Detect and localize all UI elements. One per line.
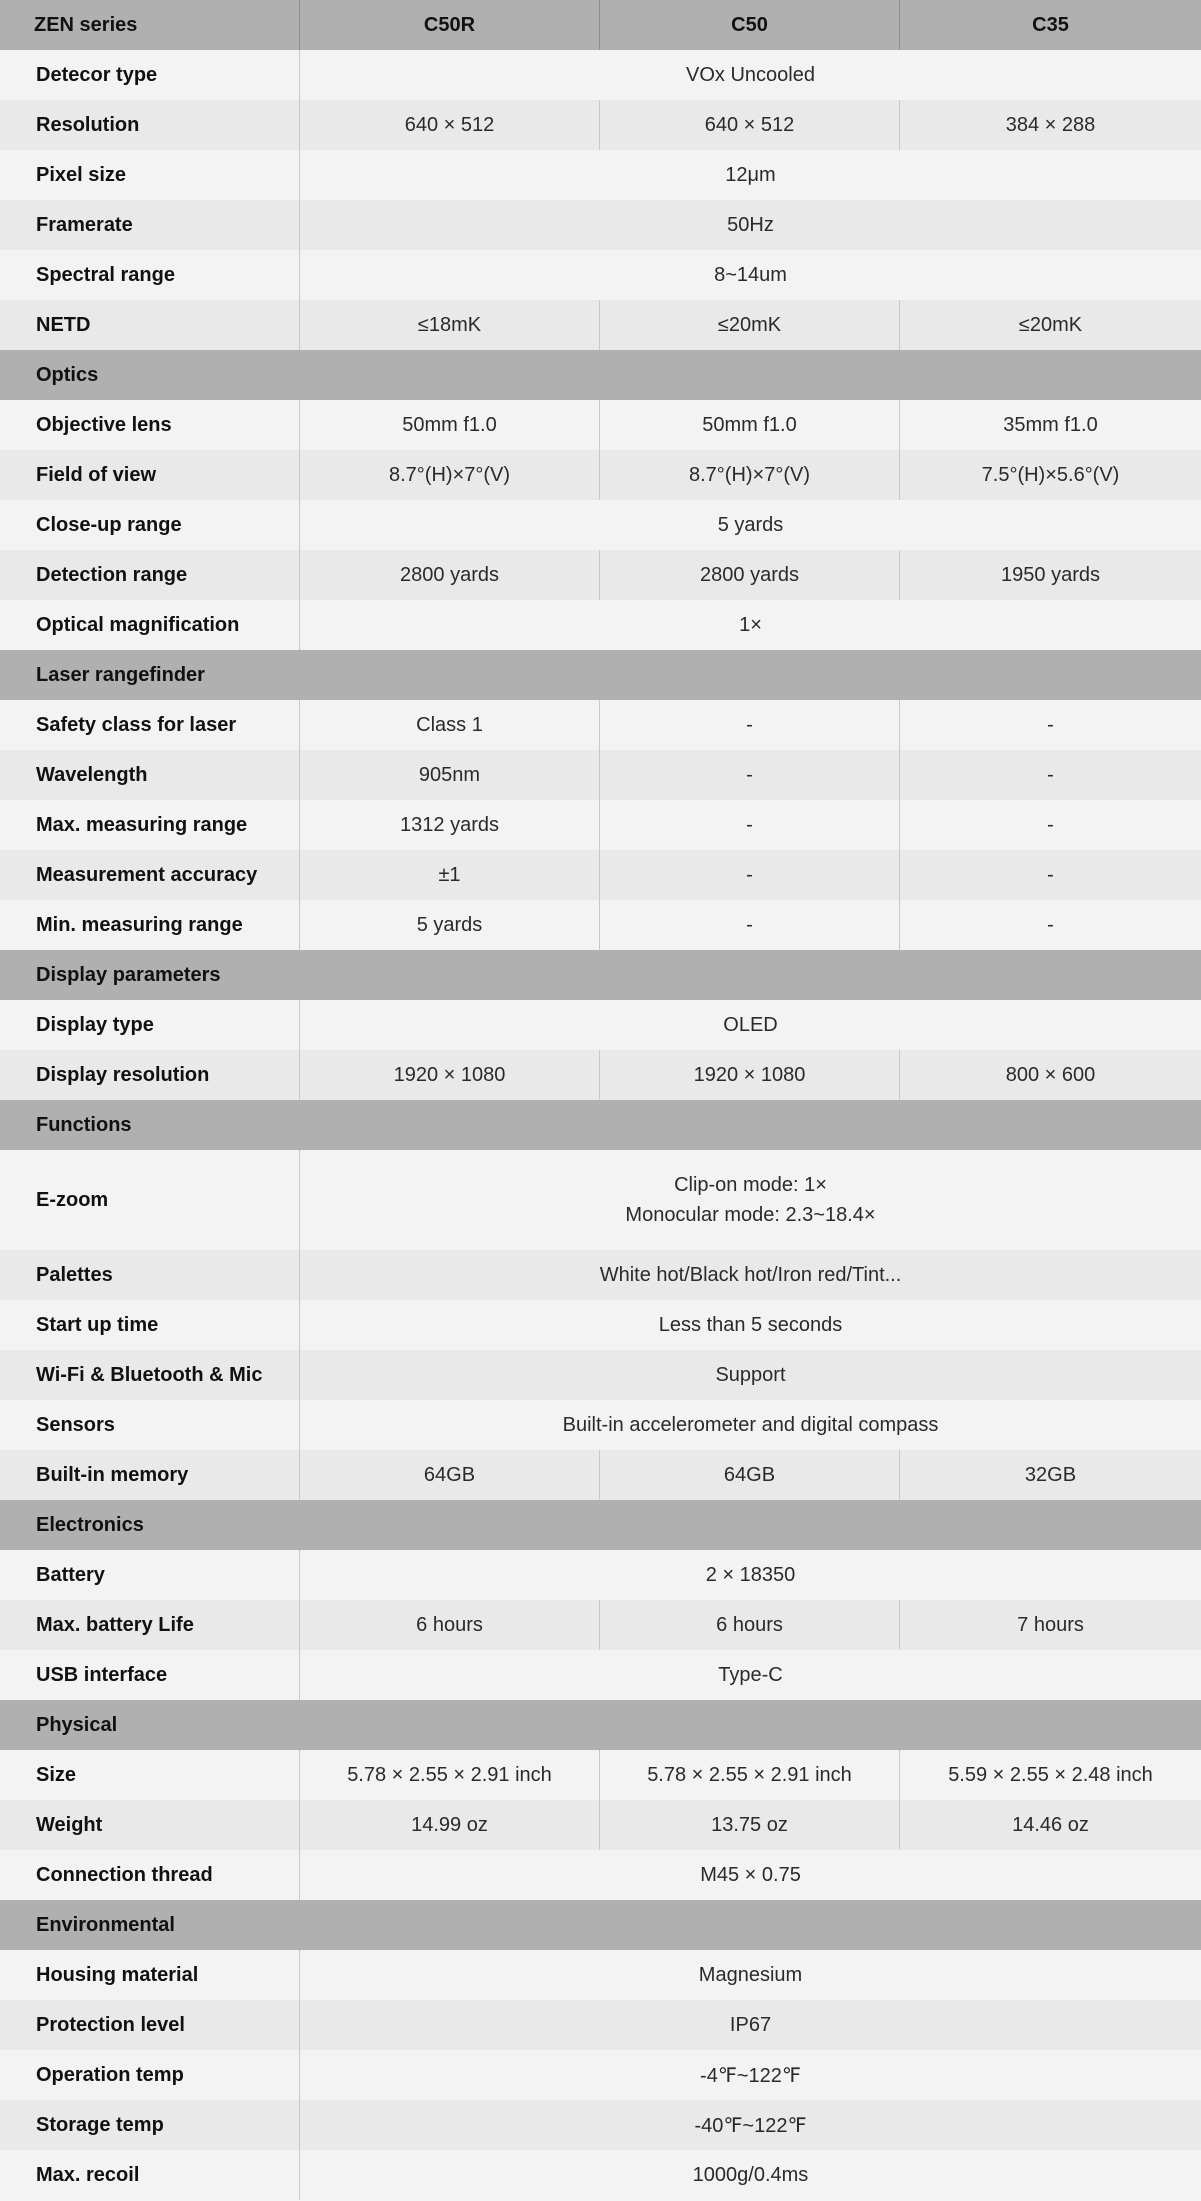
series-header: ZEN series bbox=[0, 0, 300, 50]
row-value: 5.78 × 2.55 × 2.91 inch bbox=[300, 1750, 600, 1800]
row-label: Objective lens bbox=[0, 400, 300, 450]
row-label: Measurement accuracy bbox=[0, 850, 300, 900]
row-label: Palettes bbox=[0, 1250, 300, 1300]
row-value: Less than 5 seconds bbox=[658, 1313, 843, 1336]
row-label: Field of view bbox=[0, 450, 300, 500]
row-label: Storage temp bbox=[0, 2100, 300, 2150]
row-value bbox=[300, 1150, 1201, 1250]
table-row bbox=[0, 1650, 1201, 1700]
row-value: VOx Uncooled bbox=[686, 63, 815, 86]
row-label: Resolution bbox=[0, 100, 300, 150]
table-row bbox=[0, 2000, 1201, 2050]
row-label: Wavelength bbox=[0, 750, 300, 800]
row-label: Display type bbox=[0, 1000, 300, 1050]
row-value: 5 yards bbox=[717, 513, 784, 536]
table-row bbox=[0, 900, 1201, 950]
row-label: Safety class for laser bbox=[0, 700, 300, 750]
row-value: - bbox=[1047, 813, 1054, 836]
table-row bbox=[0, 1450, 1201, 1500]
section-title: Functions bbox=[36, 1113, 132, 1136]
section-title: Environmental bbox=[36, 1913, 175, 1936]
table-row bbox=[0, 550, 1201, 600]
section-title: Electronics bbox=[36, 1513, 144, 1536]
row-label: Size bbox=[0, 1750, 300, 1800]
row-value: 8.7°(H)×7°(V) bbox=[300, 450, 600, 500]
row-value: 800 × 600 bbox=[1005, 1063, 1096, 1086]
row-value: 12μm bbox=[725, 163, 776, 186]
section-header-electronics bbox=[0, 1500, 1201, 1550]
section-title: Laser rangefinder bbox=[36, 663, 205, 686]
row-value: 2800 yards bbox=[600, 550, 900, 600]
row-value: 50Hz bbox=[727, 213, 774, 236]
row-value: 64GB bbox=[300, 1450, 600, 1500]
row-value: - bbox=[600, 700, 900, 750]
row-label: Close-up range bbox=[0, 500, 300, 550]
row-value: 5.78 × 2.55 × 2.91 inch bbox=[600, 1750, 900, 1800]
row-value: Built-in accelerometer and digital compass bbox=[562, 1413, 939, 1436]
row-label: Spectral range bbox=[0, 250, 300, 300]
table-row bbox=[0, 1300, 1201, 1350]
row-value: 905nm bbox=[300, 750, 600, 800]
row-label: Start up time bbox=[0, 1300, 300, 1350]
row-value: Magnesium bbox=[698, 1963, 803, 1986]
row-value: 2 × 18350 bbox=[705, 1563, 796, 1586]
section-title: Optics bbox=[36, 363, 99, 386]
row-value: 14.99 oz bbox=[300, 1800, 600, 1850]
row-label: Detecor type bbox=[0, 50, 300, 100]
row-value: - bbox=[600, 850, 900, 900]
table-row bbox=[0, 1750, 1201, 1800]
row-label: Max. measuring range bbox=[0, 800, 300, 850]
row-value: 50mm f1.0 bbox=[300, 400, 600, 450]
e-zoom-clip-on: Clip-on mode: 1× bbox=[674, 1174, 827, 1196]
table-header-row bbox=[0, 0, 1201, 50]
table-row bbox=[0, 300, 1201, 350]
row-value: - bbox=[600, 800, 900, 850]
table-row bbox=[0, 2100, 1201, 2150]
row-label: Optical magnification bbox=[0, 600, 300, 650]
row-value: 50mm f1.0 bbox=[600, 400, 900, 450]
table-row bbox=[0, 1850, 1201, 1900]
row-value: - bbox=[1047, 863, 1054, 886]
table-row bbox=[0, 850, 1201, 900]
row-value: 7.5°(H)×5.6°(V) bbox=[981, 463, 1120, 486]
row-value: ≤20mK bbox=[600, 300, 900, 350]
table-row bbox=[0, 1350, 1201, 1400]
row-value: -4℉~122℉ bbox=[700, 2064, 801, 2087]
table-row bbox=[0, 1950, 1201, 2000]
section-header-display-parameters bbox=[0, 950, 1201, 1000]
row-value: - bbox=[600, 750, 900, 800]
row-label: Operation temp bbox=[0, 2050, 300, 2100]
table-row bbox=[0, 800, 1201, 850]
row-value: 640 × 512 bbox=[300, 100, 600, 150]
table-row bbox=[0, 500, 1201, 550]
table-row bbox=[0, 600, 1201, 650]
row-value: 1× bbox=[739, 613, 762, 636]
row-value: White hot/Black hot/Iron red/Tint... bbox=[599, 1263, 902, 1286]
row-value: 35mm f1.0 bbox=[1003, 413, 1098, 436]
row-label: Detection range bbox=[0, 550, 300, 600]
row-value: ≤20mK bbox=[1018, 313, 1083, 336]
row-value: Class 1 bbox=[300, 700, 600, 750]
row-value: 1950 yards bbox=[1001, 563, 1100, 586]
table-row bbox=[0, 100, 1201, 150]
model-header-c50r: C50R bbox=[300, 0, 600, 50]
row-value: 1920 × 1080 bbox=[300, 1050, 600, 1100]
row-value: Support bbox=[715, 1363, 786, 1386]
table-row bbox=[0, 2050, 1201, 2100]
table-row bbox=[0, 2150, 1201, 2200]
section-title: Physical bbox=[36, 1713, 118, 1736]
row-label: Pixel size bbox=[0, 150, 300, 200]
row-label: USB interface bbox=[0, 1650, 300, 1700]
row-value: 8~14um bbox=[714, 263, 787, 286]
table-row bbox=[0, 1250, 1201, 1300]
table-row bbox=[0, 700, 1201, 750]
row-value: OLED bbox=[723, 1013, 778, 1036]
row-value: IP67 bbox=[729, 2013, 772, 2036]
model-header-c35: C35 bbox=[1032, 13, 1069, 36]
row-value: - bbox=[1047, 763, 1054, 786]
row-label: NETD bbox=[0, 300, 300, 350]
row-label: Protection level bbox=[0, 2000, 300, 2050]
row-label: E-zoom bbox=[0, 1150, 300, 1250]
row-value: ≤18mK bbox=[300, 300, 600, 350]
row-value: 5.59 × 2.55 × 2.48 inch bbox=[948, 1763, 1153, 1786]
row-label: Weight bbox=[0, 1800, 300, 1850]
row-label: Battery bbox=[0, 1550, 300, 1600]
row-value: 7 hours bbox=[1017, 1613, 1084, 1636]
table-row bbox=[0, 1600, 1201, 1650]
section-header-functions bbox=[0, 1100, 1201, 1150]
row-label: Framerate bbox=[0, 200, 300, 250]
row-value: - bbox=[1047, 913, 1054, 936]
row-value: 5 yards bbox=[300, 900, 600, 950]
section-header-laser-rangefinder bbox=[0, 650, 1201, 700]
model-header-c50: C50 bbox=[600, 0, 900, 50]
table-row bbox=[0, 400, 1201, 450]
table-row bbox=[0, 1150, 1201, 1250]
row-label: Built-in memory bbox=[0, 1450, 300, 1500]
table-row bbox=[0, 450, 1201, 500]
row-value: 6 hours bbox=[300, 1600, 600, 1650]
row-value: 384 × 288 bbox=[1005, 113, 1096, 136]
row-value: 1920 × 1080 bbox=[600, 1050, 900, 1100]
row-value: 64GB bbox=[600, 1450, 900, 1500]
table-row bbox=[0, 1400, 1201, 1450]
table-row bbox=[0, 200, 1201, 250]
e-zoom-monocular: Monocular mode: 2.3~18.4× bbox=[625, 1204, 876, 1226]
table-row bbox=[0, 1050, 1201, 1100]
row-label: Display resolution bbox=[0, 1050, 300, 1100]
row-value: 13.75 oz bbox=[600, 1800, 900, 1850]
section-header-environmental bbox=[0, 1900, 1201, 1950]
row-label: Housing material bbox=[0, 1950, 300, 2000]
row-value: 640 × 512 bbox=[600, 100, 900, 150]
row-label: Max. recoil bbox=[0, 2150, 300, 2200]
row-label: Wi-Fi & Bluetooth & Mic bbox=[0, 1350, 300, 1400]
section-header-optics bbox=[0, 350, 1201, 400]
table-row bbox=[0, 250, 1201, 300]
row-value: 14.46 oz bbox=[1012, 1813, 1089, 1836]
table-row bbox=[0, 750, 1201, 800]
row-value: 2800 yards bbox=[300, 550, 600, 600]
section-title: Display parameters bbox=[36, 963, 221, 986]
row-value: 32GB bbox=[1024, 1463, 1077, 1486]
section-header-physical bbox=[0, 1700, 1201, 1750]
row-label: Min. measuring range bbox=[0, 900, 300, 950]
row-value: - bbox=[1047, 713, 1054, 736]
table-row bbox=[0, 1550, 1201, 1600]
row-value: 8.7°(H)×7°(V) bbox=[600, 450, 900, 500]
row-value: 6 hours bbox=[600, 1600, 900, 1650]
table-row bbox=[0, 150, 1201, 200]
row-value: Type-C bbox=[718, 1663, 783, 1686]
row-value: 1312 yards bbox=[300, 800, 600, 850]
row-value: -40℉~122℉ bbox=[694, 2114, 807, 2137]
table-row bbox=[0, 1800, 1201, 1850]
table-row bbox=[0, 50, 1201, 100]
table-row bbox=[0, 1000, 1201, 1050]
row-value: ±1 bbox=[300, 850, 600, 900]
row-value: - bbox=[600, 900, 900, 950]
row-value: 1000g/0.4ms bbox=[692, 2163, 809, 2186]
row-label: Sensors bbox=[0, 1400, 300, 1450]
row-value: M45 × 0.75 bbox=[700, 1863, 801, 1886]
row-label: Max. battery Life bbox=[0, 1600, 300, 1650]
row-label: Connection thread bbox=[0, 1850, 300, 1900]
